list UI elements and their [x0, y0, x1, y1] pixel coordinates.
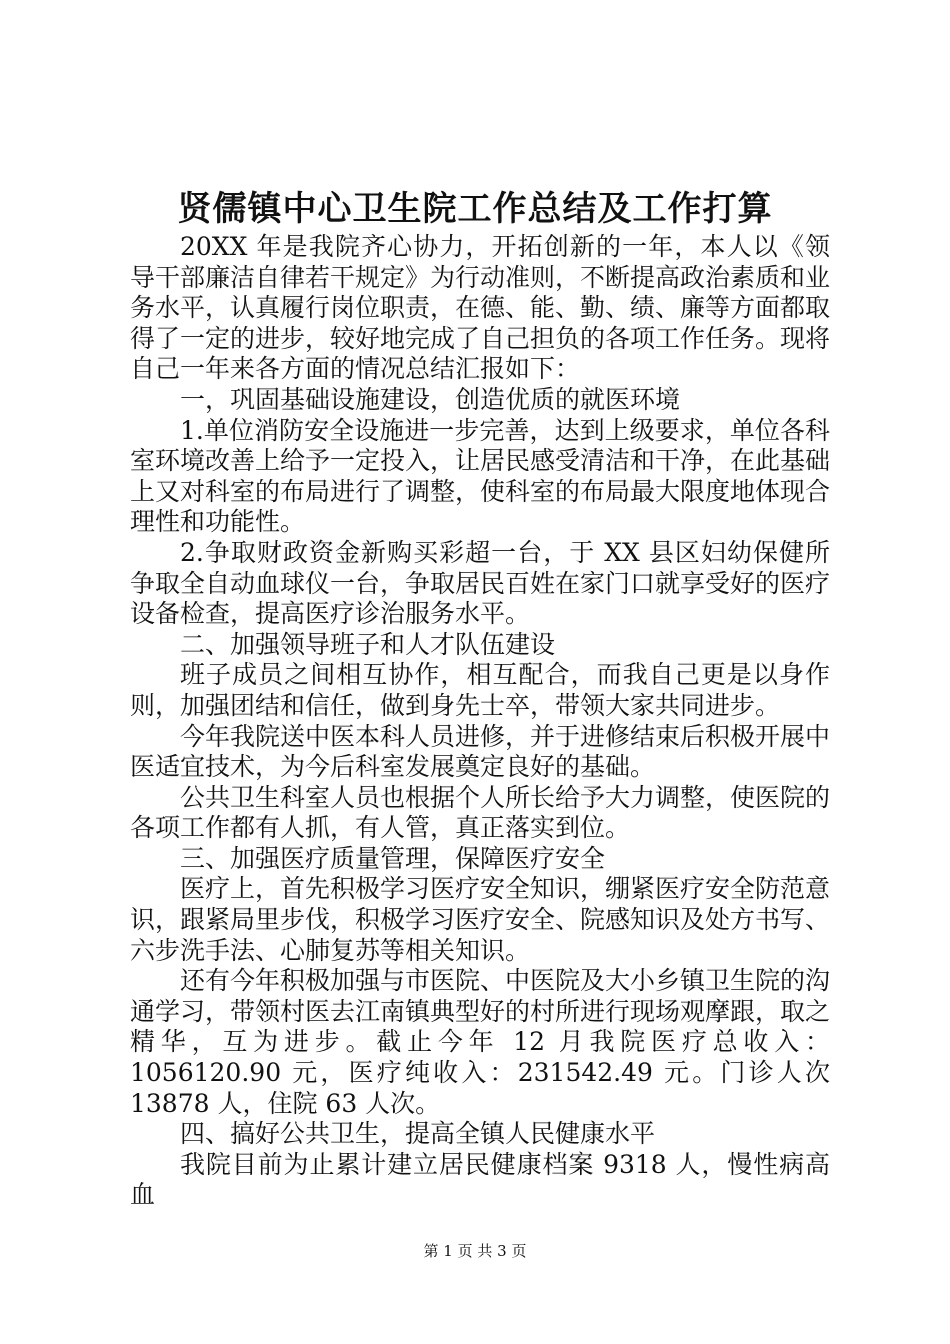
- page-footer: 第 1 页 共 3 页: [423, 1242, 527, 1260]
- body-paragraph: 今年我院送中医本科人员进修，并于进修结束后积极开展中医适宜技术，为今后科室发展奠定良好的基础。: [130, 721, 831, 782]
- body-paragraph: 医疗上，首先积极学习医疗安全知识，绷紧医疗安全防范意识，跟紧局里步伐，积极学习医疗安全、院感知识及处方书写、六步洗手法、心肺复苏等相关知识。: [130, 874, 831, 965]
- section-heading-2: 二、加强领导班子和人才队伍建设: [180, 629, 556, 659]
- section-heading-4: 四、搞好公共卫生，提高全镇人民健康水平: [180, 1119, 656, 1149]
- body-paragraph: 班子成员之间相互协作，相互配合，而我自己更是以身作则，加强团结和信任，做到身先士卒，带领大家共同进步。: [130, 660, 830, 720]
- body-paragraph: 还有今年积极加强与市医院、中医院及大小乡镇卫生院的沟通学习，带领村医去江南镇典型好的村所进行现场观摩跟，取之精华，互为进步。截止今年 12 月我院医疗总收入：1056120.90 元，医疗纯收入：231542.49 元。门诊人次 13878 人，住院 63 人次。: [130, 966, 831, 1118]
- intro-paragraph: 20XX 年是我院齐心协力，开拓创新的一年，本人以《领导干部廉洁自律若干规定》为行动准则，不断提高政治素质和业务水平，认真履行岗位职责，在德、能、勤、绩、廉等方面都取得了一定的进步，较好地完成了自己担负的各项工作任务。现将自己一年来各方面的情况总结汇报如下：: [130, 232, 831, 384]
- document-body: [130, 232, 830, 1211]
- body-paragraph: 2.争取财政资金新购买彩超一台，于 XX 县区妇幼保健所争取全自动血球仪一台，争取居民百姓在家门口就享受好的医疗设备检查，提高医疗诊治服务水平。: [130, 537, 831, 629]
- section-heading-1: 一，巩固基础设施建设，创造优质的就医环境: [180, 384, 681, 414]
- body-paragraph: 1.单位消防安全设施进一步完善，达到上级要求，单位各科室环境改善上给予一定投入，让居民感受清洁和干净，在此基础上又对科室的布局进行了调整，使科室的布局最大限度地体现合理性和功能性。: [130, 415, 831, 537]
- section-heading-3: 三、加强医疗质量管理，保障医疗安全: [180, 843, 606, 873]
- body-paragraph: 公共卫生科室人员也根据个人所长给予大力调整，使医院的各项工作都有人抓，有人管，真正落实到位。: [130, 782, 831, 843]
- body-paragraph: 我院目前为止累计建立居民健康档案 9318 人，慢性病高血: [130, 1149, 830, 1210]
- document-title: 贤儒镇中心卫生院工作总结及工作打算: [177, 189, 773, 229]
